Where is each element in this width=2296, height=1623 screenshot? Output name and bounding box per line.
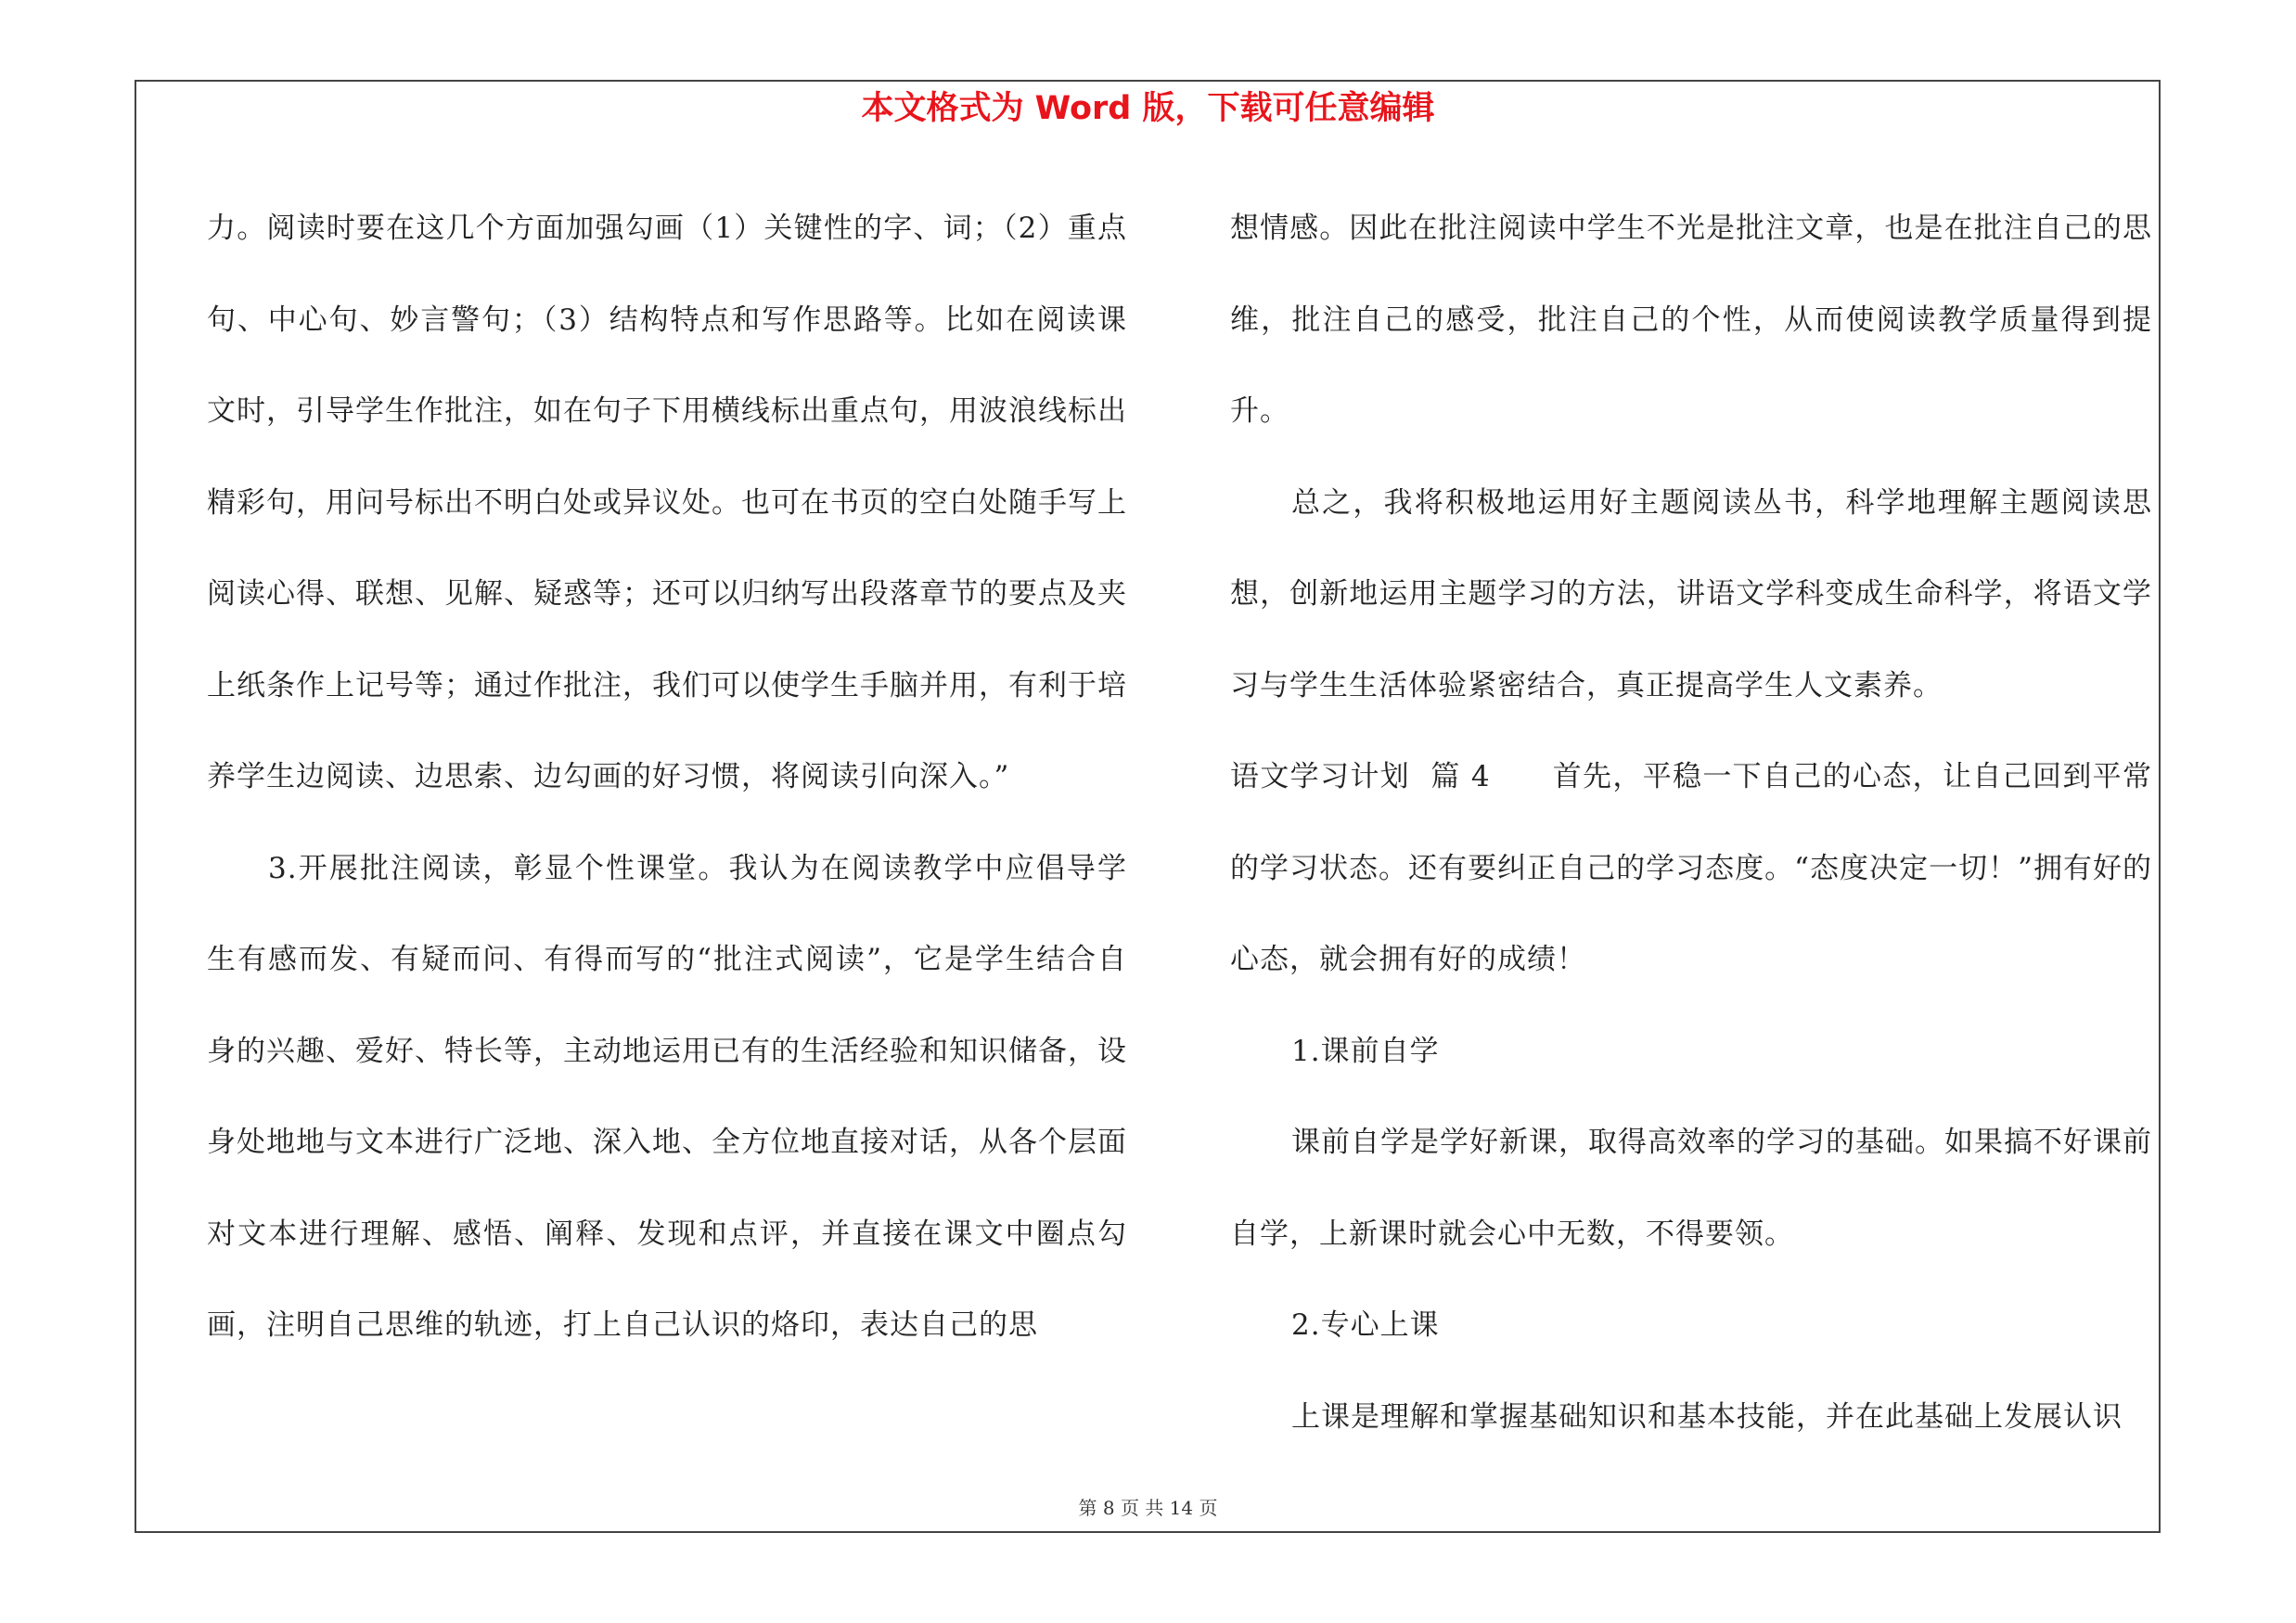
document-header-notice: 本文格式为 Word 版，下载可任意编辑 (861, 90, 1435, 127)
section-heading-paragraph: 语文学习计划 篇 4 首先，平稳一下自己的心态，让自己回到平常的学习状态。还有要纠正自己的学习态度。“态度决定一切！”拥有好的心态，就会拥有好的成绩！ (1230, 760, 2152, 976)
left-text-column (207, 183, 1127, 1372)
paragraph: 上课是理解和掌握基础知识和基本技能，并在此基础上发展认识 (1291, 1399, 2123, 1434)
subheading: 1.课前自学 (1291, 1034, 1440, 1068)
subheading: 2.专心上课 (1291, 1308, 1440, 1342)
paragraph: 3.开展批注阅读，彰显个性课堂。我认为在阅读教学中应倡导学生有感而发、有疑而问、有得而写的“批注式阅读”，它是学生结合自身的兴趣、爱好、特长等，主动地运用已有的生活经验和知识储备，设身处地地与文本进行广泛地、深入地、全方位地直接对话，从各个层面对文本进行理解、感悟、阐释、发现和点评，并直接在课文中圈点勾画，注明自己思维的轨迹，打上自己认识的烙印，表达自己的思 (207, 851, 1127, 1342)
right-text-column (1230, 183, 2152, 1462)
paragraph: 力。阅读时要在这几个方面加强勾画（1）关键性的字、词；（2）重点句、中心句、妙言警句；（3）结构特点和写作思路等。比如在阅读课文时，引导学生作批注，如在句子下用横线标出重点句，用波浪线标出精彩句，用问号标出不明白处或异议处。也可在书页的空白处随手写上阅读心得、联想、见解、疑惑等；还可以归纳写出段落章节的要点及夹上纸条作上记号等；通过作批注，我们可以使学生手脑并用，有利于培养学生边阅读、边思索、边勾画的好习惯，将阅读引向深入。” (207, 212, 1127, 793)
paragraph: 总之，我将积极地运用好主题阅读丛书，科学地理解主题阅读思想，创新地运用主题学习的方法，讲语文学科变成生命科学，将语文学习与学生生活体验紧密结合，真正提高学生人文素养。 (1230, 485, 2152, 702)
page-number-footer: 第 8 页 共 14 页 (1078, 1497, 1218, 1519)
paragraph: 想情感。因此在批注阅读中学生不光是批注文章，也是在批注自己的思维，批注自己的感受，批注自己的个性，从而使阅读教学质量得到提升。 (1230, 212, 2152, 428)
paragraph: 课前自学是学好新课，取得高效率的学习的基础。如果搞不好课前自学，上新课时就会心中无数，不得要领。 (1230, 1126, 2152, 1251)
